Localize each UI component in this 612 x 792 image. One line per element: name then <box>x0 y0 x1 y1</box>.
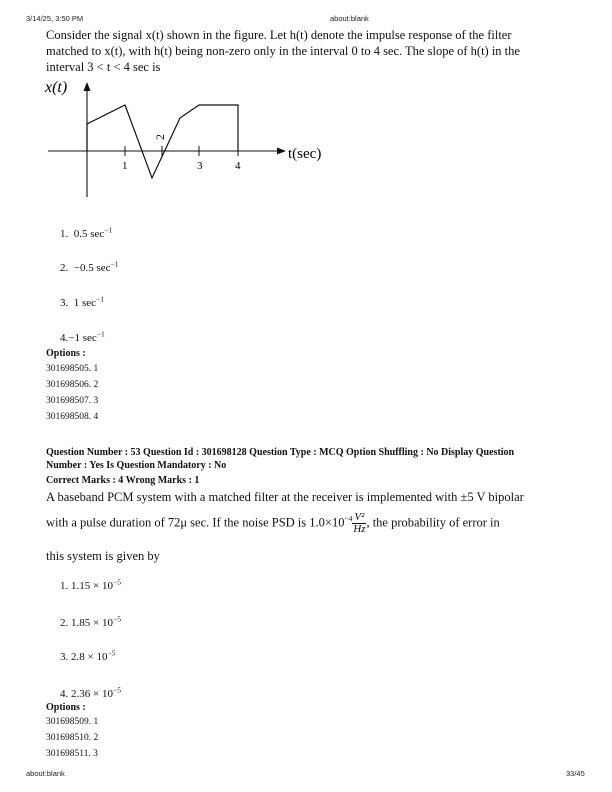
tick-label-3: 3 <box>197 160 203 172</box>
peak-label: 2 <box>153 134 167 140</box>
q52-option-id-1: 301698505. 1 <box>46 364 99 374</box>
q52-option-id-4: 301698508. 4 <box>46 412 99 422</box>
y-axis-label: x(t) <box>45 79 68 96</box>
x-axis-arrow <box>277 148 286 155</box>
q53-choice-4: 4. $2.36 \times 10^{-5}$ <box>60 685 121 700</box>
q53-options-label: Options : <box>46 702 86 713</box>
q53-option-id-3: 301698511. 3 <box>46 749 98 759</box>
signal-figure <box>40 72 340 202</box>
print-footer-url: about:blank <box>26 769 65 778</box>
q52-choice-4: 4.−1 $\sec^{-1}$ <box>60 329 105 344</box>
q53-text-line2: with a pulse duration of 72μ sec. If the noise PSD is $1.0\times 10^{-4}$ $\frac{\text{V²}}{Hz}$ , the probability of error in <box>46 511 500 535</box>
q52-text-line1: Consider the signal x(t) shown in the figure. Let h(t) denote the impulse response of the filter <box>46 28 512 42</box>
print-page-number: 33/45 <box>566 769 585 778</box>
print-timestamp: 3/14/25, 3:50 PM <box>26 14 84 23</box>
q52-options-label: Options : <box>46 348 86 359</box>
tick-label-4: 4 <box>235 160 241 172</box>
q53-choice-3: 3. $2.8 \times 10^{-5}$ <box>60 648 116 663</box>
signal-waveform <box>87 105 238 178</box>
q52-choice-3: 3. 1 $\sec^{-1}$ <box>60 294 105 309</box>
q52-choice-2: 2. −0.5 $\sec^{-1}$ <box>60 259 119 274</box>
print-page-title: about:blank <box>330 14 369 23</box>
y-axis-arrow <box>84 82 91 91</box>
q52-option-id-2: 301698506. 2 <box>46 380 99 390</box>
q52-text-line3: interval 3 < t < 4 sec is <box>46 60 161 74</box>
q53-marks: Correct Marks : 4 Wrong Marks : 1 <box>46 475 200 486</box>
q53-meta-line1: Question Number : 53 Question Id : 301698128 Question Type : MCQ Option Shuffling : No Display Question <box>46 447 515 458</box>
tick-label-1: 1 <box>122 160 128 172</box>
q52-option-id-3: 301698507. 3 <box>46 396 99 406</box>
q53-text-line3: this system is given by <box>46 549 160 563</box>
x-axis-label: t(sec) <box>288 146 322 162</box>
q53-option-id-2: 301698510. 2 <box>46 733 99 743</box>
q53-meta-line2: Number : Yes Is Question Mandatory : No <box>46 460 227 471</box>
q53-choice-1: 1. $1.15 \times 10^{-5}$ <box>60 577 121 592</box>
q53-choice-2: 2. $1.85 \times 10^{-5}$ <box>60 614 121 629</box>
q52-choice-1: 1. 0.5 $\sec^{-1}$ <box>60 225 113 240</box>
q53-text-line1: A baseband PCM system with a matched filter at the receiver is implemented with ±5 V bipolar <box>46 490 524 504</box>
q52-text-line2: matched to x(t), with h(t) being non-zero only in the interval 0 to 4 sec. The slope of h(t) in the <box>46 44 520 58</box>
noise-psd-unit: $\frac{\text{V²}}{Hz}$ <box>353 511 366 535</box>
q53-option-id-1: 301698509. 1 <box>46 717 99 727</box>
